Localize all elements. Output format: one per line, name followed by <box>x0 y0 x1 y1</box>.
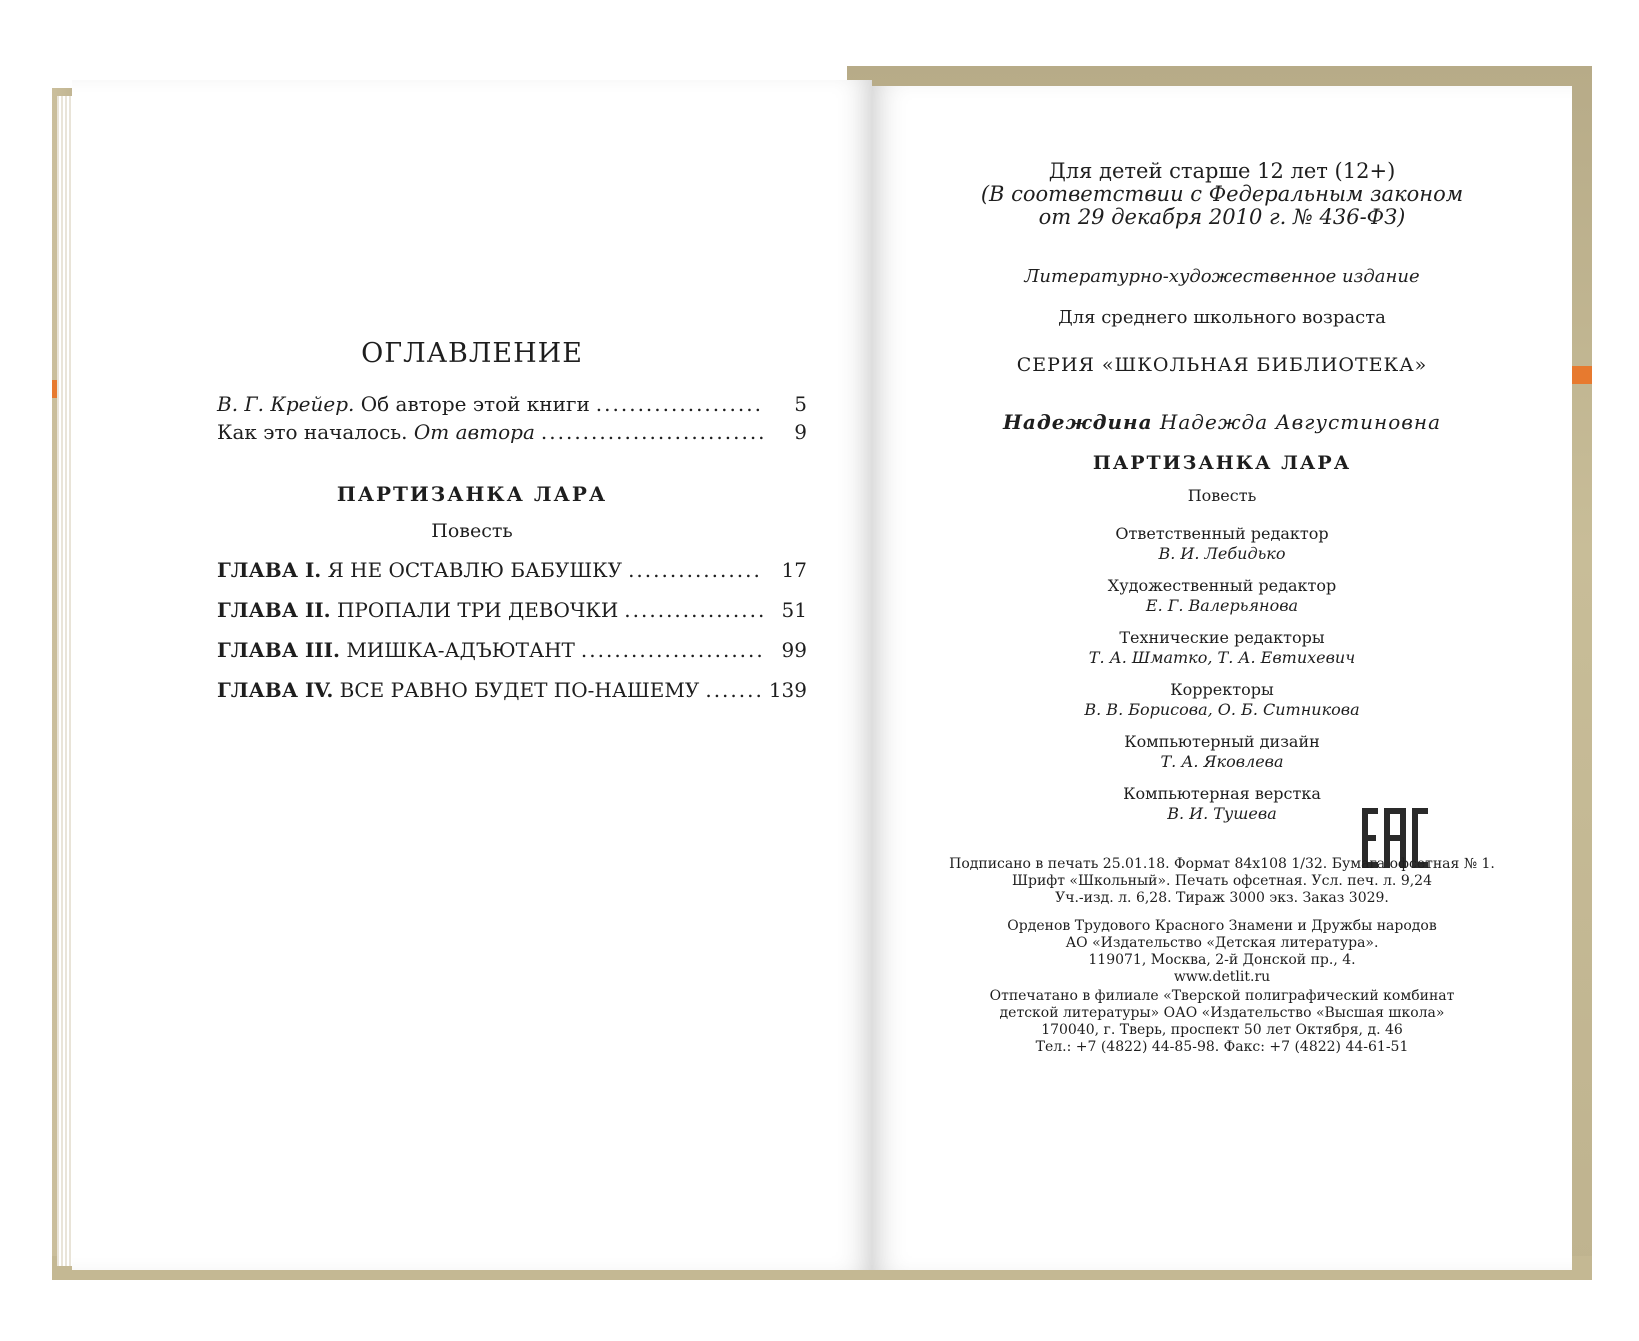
print-info-line: Уч.-изд. л. 6,28. Тираж 3000 экз. Заказ 3029. <box>1055 890 1389 906</box>
credits-list <box>872 524 1572 836</box>
toc-chapter-4[interactable] <box>217 678 807 718</box>
edition-type: Литературно-художественное издание <box>1024 266 1420 287</box>
credit-role: Компьютерная верстка <box>1123 784 1321 803</box>
chapter-number: ГЛАВА III. <box>217 638 340 662</box>
chapter-title: МИШКА-АДЪЮТАНТ <box>339 638 575 662</box>
toc-section-subtitle: Повесть <box>431 520 513 542</box>
book-title: ПАРТИЗАНКА ЛАРА <box>1092 452 1352 474</box>
credit-item <box>872 576 1572 628</box>
printer-line: детской литературы» ОАО «Издательство «Высшая школа» <box>999 1005 1445 1021</box>
chapter-number: ГЛАВА IV. <box>217 678 334 702</box>
toc-entry-title: Об авторе этой книги <box>354 392 590 416</box>
credit-role: Художественный редактор <box>1107 576 1337 595</box>
credit-names: Е. Г. Валерьянова <box>1145 596 1299 615</box>
toc-leader-dots <box>581 638 763 662</box>
publisher-info <box>872 918 1572 986</box>
credit-item <box>872 524 1572 576</box>
toc-entry-title: Как это началось. <box>217 420 414 444</box>
chapter-title: Я НЕ ОСТАВЛЮ БАБУШКУ <box>321 558 623 582</box>
printer-line: 170040, г. Тверь, проспект 50 лет Октября, д. 46 <box>1041 1022 1403 1038</box>
author-surname: Надеждина <box>1002 410 1153 434</box>
publisher-website: www.detlit.ru <box>1173 969 1271 985</box>
toc-front-matter <box>217 392 807 460</box>
toc-page-number: 99 <box>781 638 807 662</box>
credit-item <box>872 732 1572 784</box>
toc-section-title: ПАРТИЗАНКА ЛАРА <box>336 482 608 506</box>
toc-chapter-1[interactable] <box>217 558 807 598</box>
toc-page-number: 17 <box>781 558 807 582</box>
chapter-title: ВСЕ РАВНО БУДЕТ ПО-НАШЕМУ <box>333 678 700 702</box>
toc-leader-dots <box>541 420 763 444</box>
credit-names: Т. А. Яковлева <box>1160 752 1284 771</box>
toc-leader-dots <box>705 678 762 702</box>
printer-line: Отпечатано в филиале «Тверской полиграфический комбинат <box>989 988 1455 1004</box>
toc-leader-dots <box>628 558 763 582</box>
toc-leader-dots <box>624 598 763 622</box>
credit-item <box>872 680 1572 732</box>
print-info-line: Подписано в печать 25.01.18. Формат 84x108 1/32. Бумага офсетная № 1. <box>949 856 1495 872</box>
toc-heading: ОГЛАВЛЕНИЕ <box>361 338 583 369</box>
credit-names: В. И. Лебидько <box>1158 544 1286 563</box>
print-info <box>872 856 1572 907</box>
credit-names: Т. А. Шматко, Т. А. Евтихевич <box>1088 648 1356 667</box>
credit-role: Компьютерный дизайн <box>1124 732 1320 751</box>
toc-entry-author: В. Г. Крейер. <box>217 392 355 416</box>
toc-page-number: 139 <box>768 678 807 702</box>
publisher-line: 119071, Москва, 2-й Донской пр., 4. <box>1088 952 1356 968</box>
toc-leader-dots <box>596 392 763 416</box>
toc-chapter-2[interactable] <box>217 598 807 638</box>
open-book <box>52 66 1592 1280</box>
publisher-line: АО «Издательство «Детская литература». <box>1065 935 1379 951</box>
toc-page-number: 9 <box>794 420 807 444</box>
credit-item <box>872 784 1572 836</box>
toc-page-number: 5 <box>794 392 807 416</box>
credit-names: В. И. Тушева <box>1167 804 1277 823</box>
chapter-title: ПРОПАЛИ ТРИ ДЕВОЧКИ <box>330 598 619 622</box>
left-page-contents <box>72 80 872 1270</box>
chapter-number: ГЛАВА I. <box>217 558 322 582</box>
law-reference-line2: от 29 декабря 2010 г. № 436-ФЗ) <box>1038 205 1406 229</box>
age-rating: Для детей старше 12 лет (12+) <box>1048 159 1396 183</box>
law-reference-line1: (В соответствии с Федеральным законом <box>980 182 1464 206</box>
author-name: Надежда Августиновна <box>1152 410 1441 434</box>
toc-entry-how-it-began[interactable] <box>217 420 807 460</box>
credit-role: Корректоры <box>1170 680 1274 699</box>
toc-chapters <box>217 558 807 718</box>
page-edges <box>57 96 72 1266</box>
toc-entry-title-italic: От автора <box>413 420 535 444</box>
printer-info <box>872 988 1572 1056</box>
publisher-line: Орденов Трудового Красного Знамени и Дружбы народов <box>1007 918 1437 934</box>
series-title: СЕРИЯ «ШКОЛЬНАЯ БИБЛИОТЕКА» <box>1016 354 1428 376</box>
credit-item <box>872 628 1572 680</box>
credit-role: Технические редакторы <box>1119 628 1325 647</box>
credit-role: Ответственный редактор <box>1115 524 1329 543</box>
book-genre: Повесть <box>1187 486 1257 505</box>
credit-names: В. В. Борисова, О. Б. Ситникова <box>1084 700 1360 719</box>
right-page-imprint <box>872 86 1572 1270</box>
toc-page-number: 51 <box>781 598 807 622</box>
toc-chapter-3[interactable] <box>217 638 807 678</box>
chapter-number: ГЛАВА II. <box>217 598 331 622</box>
printer-line: Тел.: +7 (4822) 44-85-98. Факс: +7 (4822) 44-61-51 <box>1035 1039 1409 1055</box>
age-rating-block <box>872 160 1572 229</box>
author-line <box>872 410 1572 434</box>
print-info-line: Шрифт «Школьный». Печать офсетная. Усл. печ. л. 9,24 <box>1012 873 1432 889</box>
audience: Для среднего школьного возраста <box>1058 307 1386 328</box>
